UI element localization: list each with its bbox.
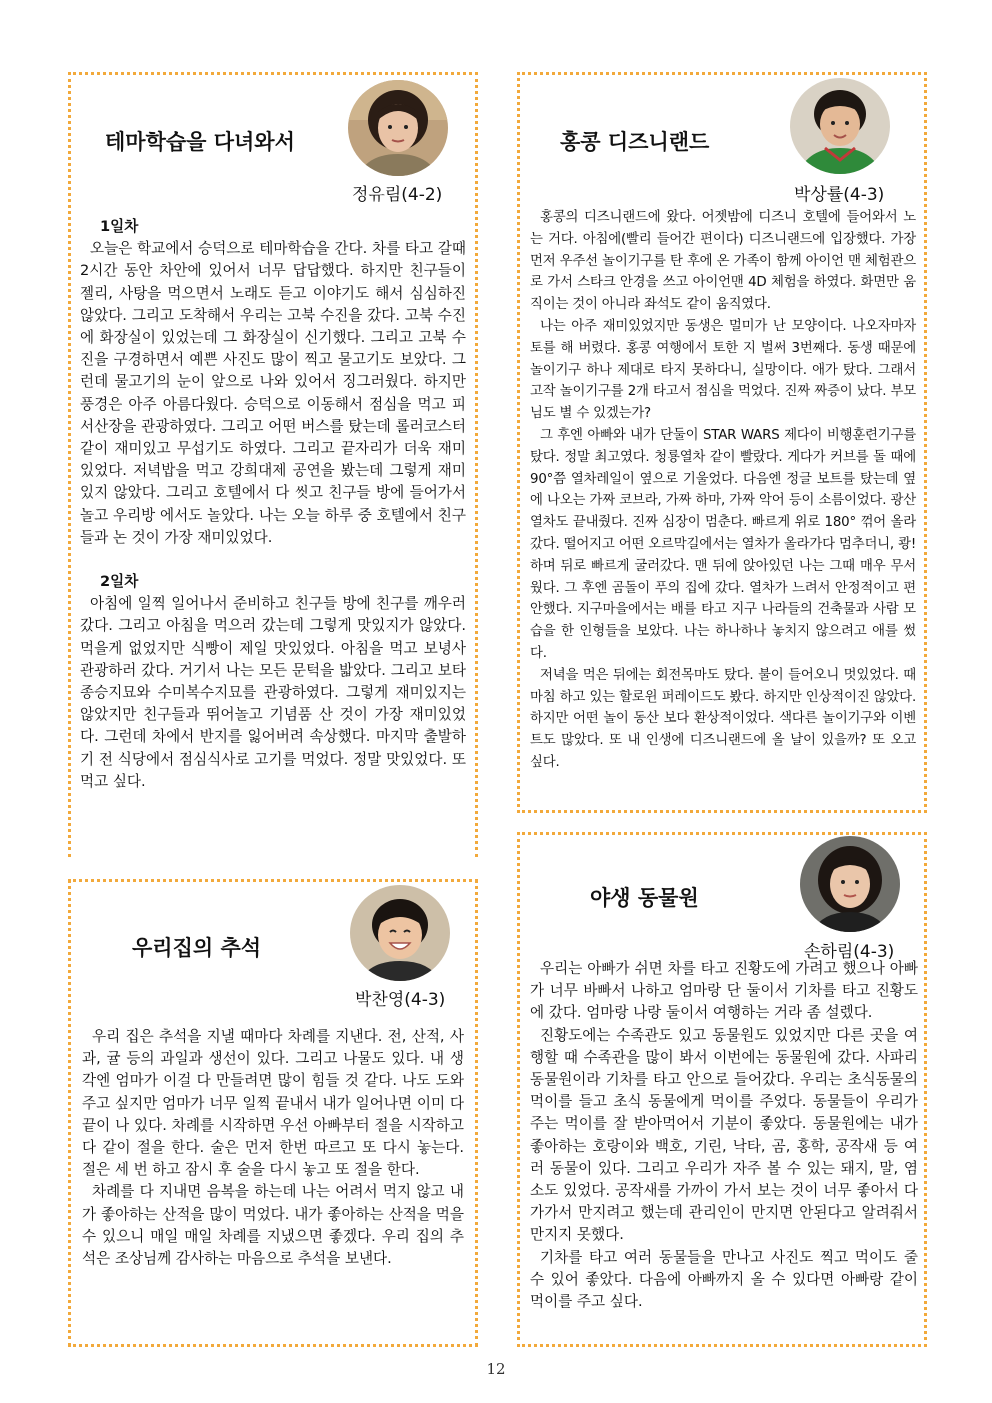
article-paragraph: 저녁을 먹은 뒤에는 회전목마도 탔다. 불이 들어오니 멋있었다. 때마침 하고 있는 할로윈 퍼레이드도 봤다. 하지만 인상적이진 않았다. 하지만 어떤 놀이 동산 보다 환상적이었다. 색다른 놀이기구와 이벤트도 많았다. 또 내 인생에 디즈니랜드에 올 날이 있을까? 또 오고 싶다. (530, 667, 916, 770)
article-body-zoo (530, 958, 918, 1313)
article-paragraph: 오늘은 학교에서 승덕으로 테마학습을 간다. 차를 타고 갈때 2시간 동안 차안에 있어서 너무 답답했다. 하지만 친구들이 젤리, 사탕을 먹으면서 노래도 듣고 이야기도 해서 심심하진 않았다. 그리고 도착해서 우리는 고북 수진을 갔다. 고북 수진에 화장실이 있었는데 그 화장실이 신기했다. 그리고 고북 수진을 구경하면서 예쁜 사진도 많이 찍고 물고기도 보았다. 그런데 물고기의 눈이 앞으로 나와 있어서 징그러웠다. 하지만 풍경은 아주 아름다웠다. 승덕으로 이동해서 점심을 먹고 피서산장을 관광하였다. 그리고 어떤 버스를 탔는데 롤러코스터 같이 재미있고 무섭기도 하였다. 그리고 끝자리가 더욱 재미있었다. 저녁밥을 먹고 강희대제 공연을 봤는데 그렇게 재미있지 않았다. 그리고 호텔에서 다 씻고 친구들 방에 들어가서 놀고 우리방 에서도 놀았다. 나는 오늘 하루 중 호텔에서 친구들과 논 것이 가장 재미있었다. (80, 240, 466, 546)
article-paragraph: 진황도에는 수족관도 있고 동물원도 있었지만 다른 곳을 여행할 때 수족관을 많이 봐서 이번에는 동물원에 갔다. 사파리 동물원이라 기차를 타고 안으로 들어갔다. 우리는 초식동물의 먹이를 들고 초식 동물에게 먹이를 주었다. 동물들이 우리가 주는 먹이를 잘 받아먹어서 기분이 좋았다. 동물원에는 내가 좋아하는 호랑이와 백호, 기린, 낙타, 곰, 홍학, 공작새 등 여러 동물이 있다. 그리고 우리가 자주 볼 수 있는 돼지, 말, 염소도 있었다. 공작새를 가까이 가서 보는 것이 너무 좋아서 다가가서 만지려고 했는데 관리인이 만지면 안된다고 알려줘서 만지지 못했다. (530, 1026, 918, 1244)
article-title-theme: 테마학습을 다녀와서 (105, 130, 295, 154)
author-photo-chuseok (350, 885, 450, 981)
article-paragraph: 기차를 타고 여러 동물들을 만나고 사진도 찍고 먹이도 줄 수 있어 좋았다. 다음에 아빠까지 올 수 있다면 아빠랑 같이 먹이를 주고 싶다. (530, 1248, 918, 1311)
article-paragraph: 우리는 아빠가 쉬면 차를 타고 진황도에 가려고 했으나 아빠가 너무 바빠서 나하고 엄마랑 단 둘이서 기차를 타고 진황도에 갔다. 엄마랑 나랑 둘이서 여행하는 거라 좀 설렜다. (530, 960, 918, 1022)
article-author-chuseok: 박찬영(4-3) (355, 990, 446, 1010)
author-photo-theme (348, 80, 448, 176)
article-paragraph: 차례를 다 지내면 음복을 하는데 나는 어려서 먹지 않고 내가 좋아하는 산적을 많이 먹었다. 내가 좋아하는 산적을 먹을 수 있으니 매일 매일 차례를 지냈으면 좋겠다. 우리 집의 추석은 조상님께 감사하는 마음으로 추석을 보낸다. (82, 1183, 464, 1268)
boy-portrait-icon (790, 78, 890, 174)
article-paragraph: 홍콩의 디즈니랜드에 왔다. 어젯밤에 디즈니 호텔에 들어와서 노는 거다. 아침에(빨리 들어간 편이다) 디즈니랜드에 입장했다. 가장 먼저 우주선 놀이기구를 탄 후에 온 가족이 함께 아이언 맨 체험관으로 가서 스타크 안경을 쓰고 아이언맨 4D 체험을 하였다. 화면만 움직이는 것이 아니라 좌석도 같이 움직였다. (530, 210, 916, 313)
article-body-hongkong (530, 207, 916, 774)
article-paragraph: 그 후엔 아빠와 내가 단둘이 STAR WARS 제다이 비행훈련기구를 탔다. 정말 최고였다. 청룡열차 같이 빨랐다. 게다가 커브를 돌 때에 90°쯤 열차레일이 옆으로 기울었다. 다음엔 정글 보트를 탔는데 옆에 나오는 가짜 코브라, 가짜 하마, 가짜 악어 등이 소름이었다. 광산 열차도 끝내줬다. 진짜 심장이 멈춘다. 빠르게 위로 180° 꺾어 올라갔다. 떨어지고 어떤 오르막길에서는 열차가 올라가다 멈추더니, 쾅! 하며 뒤로 빠르게 굴러갔다. 맨 뒤에 앉아있던 나는 그때 매우 무서웠다. 그 후엔 곰돌이 푸의 집에 갔다. 열차가 느려서 안정적이고 편안했다. 지구마을에서는 배를 타고 지구 나라들의 건축물과 사람 모습을 한 인형들을 보았다. 나는 하나하나 놓치지 않으려고 애를 썼다. (530, 427, 916, 661)
page-number: 12 (486, 1360, 506, 1378)
article-author-hongkong: 박상률(4-3) (794, 185, 885, 205)
article-paragraph: 나는 아주 재미있었지만 동생은 멀미가 난 모양이다. 나오자마자 토를 해 버렸다. 홍콩 여행에서 토한 지 벌써 3번째다. 동생 때문에 놀이기구 하나 제대로 타지 못하다니, 실망이다. 애가 탔다. 그래서 고작 놀이기구를 2개 타고서 점심을 먹었다. 진짜 짜증이 났다. 부모님도 별 수 있겠는가? (530, 318, 916, 422)
article-body-chuseok (82, 1026, 464, 1270)
article-title-hongkong: 홍콩 디즈니랜드 (560, 130, 710, 154)
girl-portrait-icon (348, 80, 448, 176)
author-photo-hongkong (790, 78, 890, 174)
day-heading: 1일차 (100, 218, 139, 235)
boy-smiling-portrait-icon (350, 885, 450, 981)
girl-portrait-2-icon (800, 836, 900, 932)
article-author-zoo: 손하림(4-3) (804, 942, 895, 962)
article-paragraph: 우리 집은 추석을 지낼 때마다 차례를 지낸다. 전, 산적, 사과, 귤 등의 과일과 생선이 있다. 그리고 나물도 있다. 내 생각엔 엄마가 이걸 다 만들려면 많이 힘들 것 같다. 나도 도와주고 싶지만 엄마가 너무 일찍 끝내서 내가 일어나면 이미 다 끝이 나 있다. 차례를 시작하면 우선 아빠부터 절을 시작하고 다 같이 절을 한다. 술은 먼저 한번 따르고 또 다시 놓는다. 절은 세 번 하고 잠시 후 술을 다시 놓고 또 절을 한다. (82, 1028, 464, 1179)
paragraph-gap (80, 549, 466, 571)
article-title-zoo: 야생 동물원 (590, 886, 699, 910)
article-title-chuseok: 우리집의 추석 (132, 936, 262, 960)
article-paragraph: 아침에 일찍 일어나서 준비하고 친구들 방에 친구를 깨우러 갔다. 그리고 아침을 먹으러 갔는데 그렇게 맛있지가 않았다. 먹을게 없었지만 식빵이 제일 맛있었다. 아침을 먹고 보녕사 관광하러 갔다. 거기서 나는 모든 문턱을 밟았다. 그리고 보타종승지묘와 수미복수지묘를 관광하였다. 그렇게 재미있지는 않았지만 친구들과 뛰어놀고 기념품 산 것이 가장 재미있었다. 그런데 차에서 반지를 잃어버려 속상했다. 마지막 출발하기 전 식당에서 점심식사로 고기를 먹었다. 정말 맛있었다. 또 먹고 싶다. (80, 595, 466, 790)
author-photo-zoo (800, 836, 900, 932)
day-heading: 2일차 (100, 573, 139, 591)
article-body-theme (80, 216, 466, 793)
article-author-theme: 정유림(4-2) (352, 185, 443, 205)
